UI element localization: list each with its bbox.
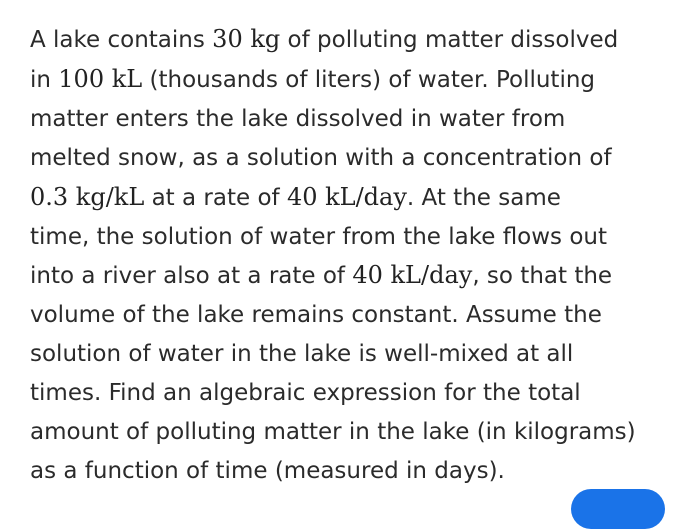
- text-segment: volume of the lake remains constant. Assume the: [30, 302, 602, 329]
- math-expression: 30 kg: [212, 25, 281, 53]
- problem-line: [30, 218, 680, 257]
- text-segment: into a river also at a rate of: [30, 263, 353, 290]
- text-segment: of polluting matter dissolved: [280, 27, 619, 53]
- problem-line: [30, 335, 680, 374]
- math-expression: 100 kL: [58, 64, 143, 93]
- math-expression: 40 kL/day: [286, 182, 407, 211]
- problem-line: [30, 296, 680, 335]
- text-segment: solution of water in the lake is well-mixed at all: [30, 341, 574, 368]
- text-segment: (thousands of liters) of water. Polluting: [142, 66, 596, 93]
- text-segment: , so that the: [472, 263, 613, 290]
- problem-line: [30, 452, 680, 491]
- text-segment: time, the solution of water from the lake flows out: [30, 223, 608, 250]
- text-segment: times. Find an algebraic expression for the total: [30, 380, 581, 407]
- problem-line: [30, 178, 680, 218]
- text-segment: at a rate of: [144, 184, 287, 211]
- problem-text: [30, 20, 680, 491]
- problem-line: [30, 20, 680, 60]
- text-segment: melted snow, as a solution with a concentration of: [30, 144, 612, 171]
- problem-line: [30, 413, 680, 452]
- math-expression: 40 kL/day: [352, 261, 473, 290]
- problem-line: [30, 374, 680, 413]
- action-button[interactable]: [571, 489, 665, 529]
- text-segment: matter enters the lake dissolved in water from: [30, 105, 566, 132]
- text-segment: A lake contains: [30, 27, 213, 53]
- problem-line: [30, 100, 680, 139]
- problem-line: [30, 60, 680, 100]
- text-segment: amount of polluting matter in the lake (in kilograms): [30, 419, 636, 446]
- text-segment: as a function of time (measured in days).: [30, 457, 505, 484]
- problem-line: [30, 256, 680, 296]
- text-segment: in: [30, 66, 59, 93]
- math-expression: 0.3 kg/kL: [30, 182, 145, 211]
- problem-line: [30, 139, 680, 178]
- text-segment: . At the same: [406, 184, 561, 211]
